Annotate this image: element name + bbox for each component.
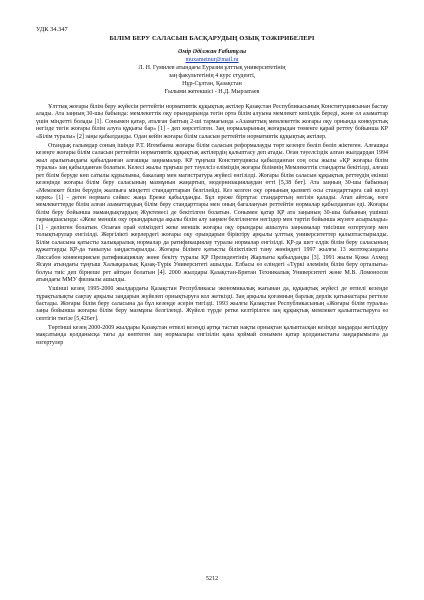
affiliation-line: Л. Н. Гумилев атындағы Еуразия ұлттық университетінің (138, 65, 286, 71)
supervisor-line: Ғылыми жетекшісі - Н.Д. Мырзатаев (164, 89, 260, 95)
body-paragraph: Төртінші кезең 2000-2009 жылдары Қазақстан өтпелі кезеңді артқа тастап нақты орнықтан қалыптасқан кезінде заңдарды жетілдіру мақсатында қолданысқа тағы да көптеген заң нормалары енгізілін қана қоймай сонымен қатар қолданыстағы заңдарымызға да өзгертулер (36, 324, 388, 346)
article-title: БІЛІМ БЕРУ САЛАСЫН БАСҚАРУДЫҢ ОЗЫҚ ТӘЖІРИБЕЛЕРІ (109, 35, 315, 42)
affiliation-line: заң факультетінің 4 курс студенті, (168, 73, 256, 79)
author-name: Әмір Әділжан Ғабитұлы (178, 49, 246, 55)
article-body (36, 104, 388, 347)
body-paragraph: Ұлттық жоғары білім беру жүйесін реттейтін нормативтік құқықтық актілер Қазақстан Республикасының Конституциясынан бастау алады. Ата заңның 30-шы бабында: мемлекеттік оқу орындарында тегін орта білім алуына мемлекет кепілдік береді, және ол азаматтар үшін міндетті болады [1]. Сонымен қатар, аталған баптың 2-ші тармағында «Азаматтың мемлекеттік жоғары оқу орнында конкурстық негізде тегін жоғары білім алуға құқығы бар» [1] - деп көрсетілген. Заң нормаларының жоғарыдан төменге қарай реттеу бойынша КР «Білім туралы» [2] заңы қабылданды. Одан кейін жоғары білім саласын реттейтін нормативтік құқықтық актілер. (36, 104, 388, 140)
body-paragraph: Үшінші кезең 1995-2000 жылдардағы Қазақстан Республикасы экономикалық жағынан да, құқықтық жүйесі де өтпелі кезеңде тұрақтылықты сақтау арқылы заңдарын жүйелеп орнықтыруға кол жеткізді. Заң арқылы қоғамның барлық дерлік қатынастары реттеле бастады. Жоғары білім беру саласына да бұл кезеңде әсерін тигізді. 1993 жылғы Қазақстан Республикасының «Жоғары білім туралы» заңы бойынша жоғары білім беру мазмұны белгіленді. Жүйелі түрде ретке келтірілген заң құқықтық мемлекет қалыптастыруға өз септігін тигізе [5,426ет]. (36, 286, 388, 322)
page-number: 5212 (205, 575, 219, 582)
author-block (36, 48, 388, 96)
udk-code: УДК 34.347 (36, 26, 68, 33)
body-paragraph: Отандық ғалымдар соның ішінде Р.Т. Игембаева жоғары білім саласын реформалауды төрт кезеңге бөліп бөліп жіктеген. Алғашқы кезеңге жоғары білім саласын реттейтін нормативтік құқықтық актілердің қалыптасу деп атады. Оған тәуелсіздік алған жылдардан 1994 жыл аралығындағы қабылданған алғашқы заңнамалар. КР тұңғыш Конституциясы қабылданған соң осы жылы «ҚР жоғары білім туралы» заң қабылданған болатын. Келесі жылы тұңғыш рет тәуелсіз еліміздің жоғары білімнің Мемлекеттік стандарты бекітілді, алғаш рет білім беруде көп сатылы құрылымы, бакалавр мен магистратура жүйесі енгізілді. Жоғары білім саласын құқықтық реттеудің екінші кезеңінде жоғары білім беру саласының мазмұнын жаңартып, модернизациялаудан өтті [5,38 бет]. Ата заңның 30-шы бабының «Мемлекет білім берудің жалпыға міндетті стандарттарын белгілейді. Кез келген оқу орнының қызметі осы стандарттарға сай келуі керек» [1] - деген нормаға сәйкес жаңа Ереже қабылданды. Бұл ереже біртұтас стандарттың негізін қалады. Атап айтсақ, өзге мемлекеттерде білім алған азаматтардың білім беру стандарттары мен оның бағалануын реттейтін нормалар қабылданған еді. Жоғары білім беру бойынша мамандықтардың Жүктемесі де бекітілген болатын. Сонымен қатар ҚР ата заңының 30-шы бабының үшінші тармақшасында: «Жеке меншік оқу орындарында ақылы білім алу заңмен белгіленген негіздер мен тәртіп бойынша жүзеге асырылады» [1] - делінген болатын. Осыған орай еліміздегі жеке меншік жоғары оқу орындары ашылуға заңнамалар тиісінше өзгертулер мен толықтырулар енгізілді. Жергілікті жерлердегі жоғары оқу орындарын біріктіру арқылы ұлттық университеттер қалыптастырылды. Білім саласына қатысты халықаралық нормалар да ратификациялау туралы нормалар енгізілді. ҚР-да шет елдік білім беру саласының құжаттарды ҚР-да танылуы заңдастырылды. Жоғары білімге қатысты біліктілікті тану жөніндегі 1997 жылғы 13 желтоқсандағы Лиссабон конвенциясын ратификациялау жөне бекіту туралы ҚР Президентінің Жарлығы қабылданды [3]. 1991 жылы Қожа Ахмед Ясауи атындағы тұңғыш Халықаралық Қазақ-Түрік Университеті ашылды. Елбасы өз еліндегі «Түркі әлемінің білім беру орталығы» болуы тиіс деп бірнеше рет айтқан болатын [4]. 2000 жылдары Қазақстан-Британ Техникалық Университеті және М.В. Ломоносов атындағы ММУ филиалы ашылды. (36, 142, 388, 284)
author-email-link[interactable]: muxametnur@mail.ru (185, 57, 239, 63)
affiliation-line: Нұр-Сұлтан, Қазақстан (182, 81, 242, 87)
